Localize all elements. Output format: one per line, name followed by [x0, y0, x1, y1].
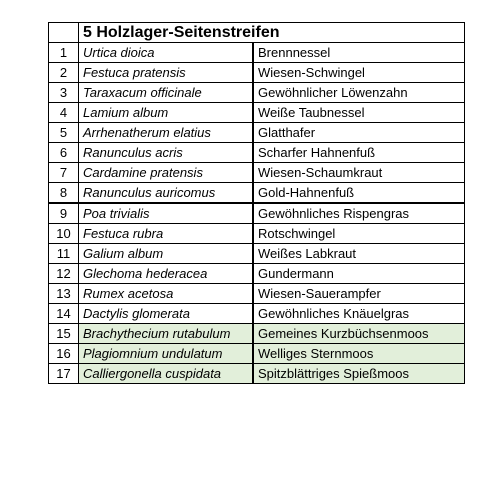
table-row — [49, 43, 465, 63]
table-row — [49, 123, 465, 143]
table-row — [49, 264, 465, 284]
row-number: 11 — [49, 244, 79, 264]
common-name: Rotschwingel — [253, 224, 465, 244]
latin-name: Ranunculus auricomus — [79, 183, 254, 204]
row-number: 8 — [49, 183, 79, 204]
latin-name: Galium album — [79, 244, 254, 264]
common-name: Spitzblättriges Spießmoos — [253, 364, 465, 384]
table-title: 5 Holzlager-Seitenstreifen — [79, 23, 465, 43]
table-row — [49, 163, 465, 183]
row-number: 16 — [49, 344, 79, 364]
common-name: Brennnessel — [253, 43, 465, 63]
row-number: 5 — [49, 123, 79, 143]
row-number: 2 — [49, 63, 79, 83]
latin-name: Festuca pratensis — [79, 63, 254, 83]
common-name: Gundermann — [253, 264, 465, 284]
latin-name: Dactylis glomerata — [79, 304, 254, 324]
row-number: 17 — [49, 364, 79, 384]
table-row — [49, 364, 465, 384]
common-name: Welliges Sternmoos — [253, 344, 465, 364]
latin-name: Ranunculus acris — [79, 143, 254, 163]
latin-name: Cardamine pratensis — [79, 163, 254, 183]
table-row — [49, 244, 465, 264]
row-number: 13 — [49, 284, 79, 304]
row-number: 10 — [49, 224, 79, 244]
table-row — [49, 324, 465, 344]
table-row — [49, 183, 465, 204]
species-table-body — [49, 23, 465, 384]
common-name: Wiesen-Schaumkraut — [253, 163, 465, 183]
row-number: 15 — [49, 324, 79, 344]
row-number: 9 — [49, 203, 79, 224]
table-row — [49, 284, 465, 304]
table-header-row — [49, 23, 465, 43]
latin-name: Plagiomnium undulatum — [79, 344, 254, 364]
latin-name: Urtica dioica — [79, 43, 254, 63]
table-row — [49, 304, 465, 324]
latin-name: Calliergonella cuspidata — [79, 364, 254, 384]
latin-name: Poa trivialis — [79, 203, 254, 224]
latin-name: Glechoma hederacea — [79, 264, 254, 284]
table-row — [49, 83, 465, 103]
common-name: Glatthafer — [253, 123, 465, 143]
latin-name: Brachythecium rutabulum — [79, 324, 254, 344]
row-number: 12 — [49, 264, 79, 284]
row-number: 7 — [49, 163, 79, 183]
row-number: 3 — [49, 83, 79, 103]
common-name: Weiße Taubnessel — [253, 103, 465, 123]
latin-name: Lamium album — [79, 103, 254, 123]
common-name: Weißes Labkraut — [253, 244, 465, 264]
common-name: Gewöhnliches Rispengras — [253, 203, 465, 224]
table-row — [49, 224, 465, 244]
table-row — [49, 143, 465, 163]
latin-name: Rumex acetosa — [79, 284, 254, 304]
common-name: Scharfer Hahnenfuß — [253, 143, 465, 163]
row-number: 1 — [49, 43, 79, 63]
table-row — [49, 203, 465, 224]
common-name: Gemeines Kurzbüchsenmoos — [253, 324, 465, 344]
row-number: 6 — [49, 143, 79, 163]
table-row — [49, 103, 465, 123]
table-row — [49, 63, 465, 83]
species-table — [48, 22, 465, 384]
common-name: Wiesen-Schwingel — [253, 63, 465, 83]
row-number: 14 — [49, 304, 79, 324]
latin-name: Taraxacum officinale — [79, 83, 254, 103]
common-name: Gewöhnlicher Löwenzahn — [253, 83, 465, 103]
row-number: 4 — [49, 103, 79, 123]
common-name: Gewöhnliches Knäuelgras — [253, 304, 465, 324]
header-number-cell — [49, 23, 79, 43]
common-name: Wiesen-Sauerampfer — [253, 284, 465, 304]
latin-name: Arrhenatherum elatius — [79, 123, 254, 143]
common-name: Gold-Hahnenfuß — [253, 183, 465, 204]
latin-name: Festuca rubra — [79, 224, 254, 244]
table-row — [49, 344, 465, 364]
